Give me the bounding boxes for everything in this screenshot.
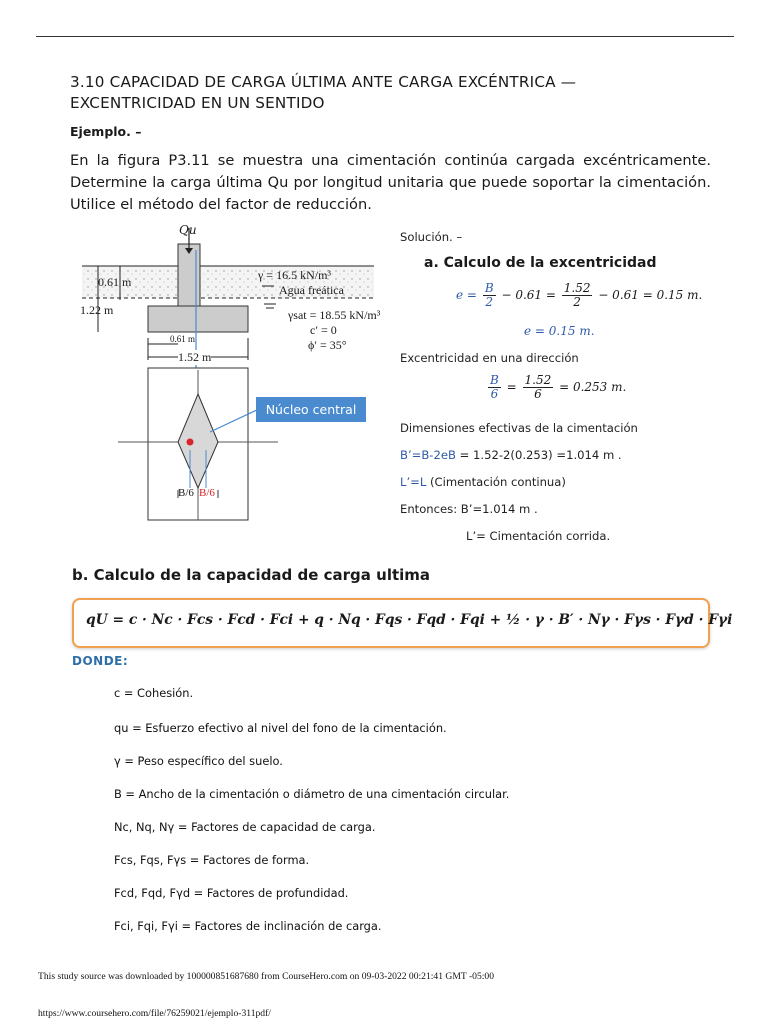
b6-equation: $\frac{B}{6}$ = $\frac{1.52}{6}$ = 0.253 m. xyxy=(490,373,627,401)
definition-5: Nc, Nq, Nγ = Factores de capacidad de carga. xyxy=(114,820,376,834)
problem-statement: En la figura P3.11 se muestra una cimentación continúa cargada excéntricamente. Determine la carga última Qu por longitud unitaria que puede soportar la cimentación. Utilice el método del factor de reducción. xyxy=(70,152,711,213)
l-prime-corrida: L’= Cimentación corrida. xyxy=(466,529,611,543)
example-label: Ejemplo. – xyxy=(70,124,142,139)
load-point xyxy=(187,439,194,446)
eq1-mid: − 0.61 = xyxy=(501,288,556,302)
definition-2: qu = Esfuerzo efectivo al nivel del fono de la cimentación. xyxy=(114,721,447,735)
gamma-label: γ = 16.5 kN/m³ xyxy=(258,268,332,282)
eccentricity-result: e = 0.15 m. xyxy=(524,324,595,338)
eq3-frac-2: $\frac{1.52}{6}$ xyxy=(524,373,552,401)
definition-8: Fci, Fqi, Fγi = Factores de inclinación de carga. xyxy=(114,919,382,933)
eq1-result: − 0.61 = 0.15 m. xyxy=(598,288,703,302)
bearing-capacity-equation: qU = c · Nc · Fcs · Fcd · Fci + q · Nq · Fqs · Fqd · Fqi + ½ · γ · B′ · Nγ · Fγs · Fγd · Fγi xyxy=(86,612,733,628)
subsection-a-title: a. Calculo de la excentricidad xyxy=(424,255,657,271)
cohesion-label: c′ = 0 xyxy=(310,323,337,337)
footing-figure xyxy=(78,220,398,525)
b6-left-label: B/6 xyxy=(178,487,194,499)
b6-right-label: B/6 xyxy=(199,487,215,499)
footing-base xyxy=(148,306,248,332)
depth-top-label: 0.61 m xyxy=(98,275,132,289)
eq1-frac-2: $\frac{1.52}{2}$ xyxy=(563,281,591,309)
donde-label: DONDE: xyxy=(72,654,129,668)
b-prime-value: = 1.52-2(0.253) =1.014 m . xyxy=(455,448,622,462)
heading-line-2: EXCENTRICIDAD EN UN SENTIDO xyxy=(70,94,325,112)
definition-1: c = Cohesión. xyxy=(114,686,194,700)
eccentricity-equation xyxy=(456,282,702,309)
top-rule xyxy=(36,36,734,37)
nucleo-central-callout: Núcleo central xyxy=(256,397,366,422)
water-label: Agua freática xyxy=(279,283,344,297)
b-prime-line xyxy=(400,448,622,462)
eq1-frac-1: $\frac{B}{2}$ xyxy=(484,281,494,309)
l-prime-line xyxy=(400,475,566,489)
definition-3: γ = Peso específico del suelo. xyxy=(114,754,283,768)
solution-label: Solución. – xyxy=(400,230,463,244)
definition-7: Fcd, Fqd, Fγd = Factores de profundidad. xyxy=(114,886,349,900)
qu-label: Qu xyxy=(179,223,197,237)
definition-6: Fcs, Fqs, Fγs = Factores de forma. xyxy=(114,853,310,867)
eq3-frac-1: $\frac{B}{6}$ xyxy=(490,373,499,401)
eq1-lhs: e = xyxy=(456,288,477,302)
footer-source: This study source was downloaded by 100000851687680 from CourseHero.com on 09-03-2022 00:21:41 GMT -05:00 xyxy=(38,971,495,982)
definition-4: B = Ancho de la cimentación o diámetro de una cimentación circular. xyxy=(114,787,510,801)
footer-url[interactable]: https://www.coursehero.com/file/76259021/ejemplo-311pdf/ xyxy=(38,1008,271,1019)
eq3-result: = 0.253 m. xyxy=(559,380,627,394)
section-heading xyxy=(70,72,710,114)
gamma-sat-label: γsat = 18.55 kN/m³ xyxy=(288,308,381,322)
depth-total-label: 1.22 m xyxy=(80,303,114,317)
subsection-b-title: b. Calculo de la capacidad de carga ultima xyxy=(72,566,431,584)
bearing-capacity-equation-box xyxy=(72,598,733,648)
effective-dims-label: Dimensiones efectivas de la cimentación xyxy=(400,421,638,435)
one-direction-label: Excentricidad en una dirección xyxy=(400,351,579,365)
phi-label: ϕ′ = 35° xyxy=(308,338,347,352)
l-prime-note: (Cimentación continua) xyxy=(426,475,566,489)
l-prime-formula: L’=L xyxy=(400,475,427,489)
width-small-label: 0.61 m xyxy=(170,334,196,344)
heading-line-1: 3.10 CAPACIDAD DE CARGA ÚLTIMA ANTE CARGA EXCÉNTRICA — xyxy=(70,73,577,91)
width-b-label: 1.52 m xyxy=(178,350,212,364)
b-prime-formula: B’=B-2eB xyxy=(400,448,456,462)
then-line: Entonces: B’=1.014 m . xyxy=(400,502,538,516)
